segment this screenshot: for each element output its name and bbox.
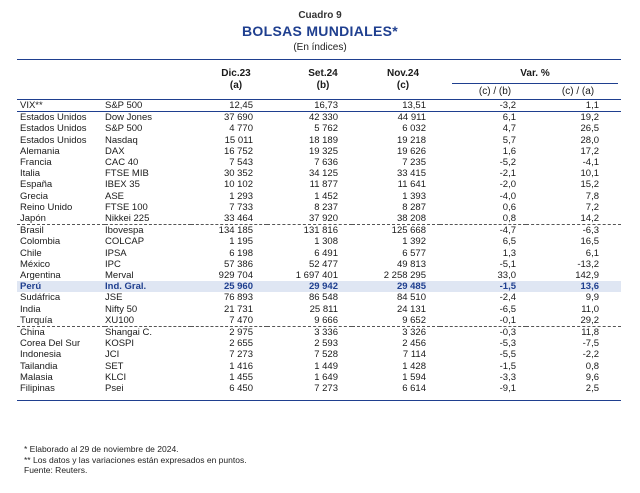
row-set: 5 762 (314, 123, 338, 135)
row-nov: 1 393 (402, 190, 426, 202)
table-row (17, 135, 621, 146)
row-nov: 2 456 (402, 338, 426, 350)
row-var-ca: 7,8 (585, 190, 599, 202)
col-header-cb: (c) / (b) (478, 86, 512, 97)
row-nov: 84 510 (396, 292, 426, 304)
table-bottom-rule (17, 400, 621, 401)
row-var-ca: 10,1 (580, 168, 599, 180)
row-nov: 13,51 (352, 100, 440, 112)
row-var-ca: 9,9 (585, 292, 599, 304)
row-country: Chile (20, 247, 42, 259)
row-dic: 1 293 (229, 190, 253, 202)
row-index: S&P 500 (105, 100, 191, 112)
table-row (17, 225, 621, 237)
row-index: Nifty 50 (105, 303, 138, 315)
row-dic: 33 464 (223, 213, 253, 225)
row-country: Alemania (20, 145, 60, 157)
stock-indices-table (17, 100, 621, 394)
row-var-cb: -2,4 (499, 292, 516, 304)
row-index: Merval (105, 270, 134, 282)
table-row (17, 315, 621, 327)
row-index: Dow Jones (105, 112, 152, 124)
table-row (17, 270, 621, 281)
row-var-ca: 7,2 (585, 201, 599, 213)
row-var-ca: -4,1 (582, 157, 599, 169)
row-nov: 29 485 (352, 281, 440, 292)
row-country: Brasil (17, 225, 105, 237)
row-var-cb: -6,5 (499, 303, 516, 315)
col-header-dic-sub: (a) (229, 80, 243, 91)
col-header-ca: (c) / (a) (561, 86, 595, 97)
row-nov: 49 813 (396, 258, 426, 270)
row-set: 25 811 (309, 303, 338, 315)
col-header-var: Var. % (520, 68, 550, 79)
row-var-cb: 33,0 (497, 270, 516, 282)
row-set: 1 308 (314, 236, 338, 248)
top-rule (17, 59, 621, 60)
row-index: IPC (105, 258, 121, 270)
row-dic: 57 386 (223, 258, 253, 270)
row-var-cb: -5,3 (499, 338, 516, 350)
row-nov: 6 577 (402, 247, 426, 259)
row-var-cb: 1,6 (502, 145, 516, 157)
row-set: 16,73 (267, 100, 352, 112)
row-var-ca: 0,8 (585, 360, 599, 372)
row-var-ca: 26,5 (580, 123, 599, 135)
row-index: IBEX 35 (105, 179, 140, 191)
row-set: 34 125 (308, 168, 338, 180)
row-var-cb: -1,5 (440, 281, 526, 292)
row-index: Shangai C. (105, 327, 191, 339)
row-dic: 6 450 (229, 383, 253, 395)
row-dic: 30 352 (223, 168, 253, 180)
row-dic: 25 960 (191, 281, 267, 292)
row-var-cb: 1,3 (502, 247, 516, 259)
row-var-ca: -7,5 (582, 338, 599, 350)
row-nov: 24 131 (396, 303, 426, 315)
row-set: 1 449 (314, 360, 338, 372)
row-index: S&P 500 (105, 123, 143, 135)
row-nov: 8 287 (402, 201, 426, 213)
col-header-nov-sub: (c) (396, 80, 410, 91)
row-nov: 6 614 (402, 383, 426, 395)
row-var-cb: -3,3 (499, 371, 516, 383)
row-index: Psei (105, 383, 124, 395)
row-var-cb: 6,5 (502, 236, 516, 248)
row-country: Grecia (20, 190, 48, 202)
table-row (17, 191, 621, 202)
row-set: 131 816 (267, 225, 352, 237)
row-var-cb: 0,8 (502, 213, 516, 225)
row-dic: 2 975 (191, 327, 267, 339)
table-row (17, 361, 621, 372)
row-country: Corea Del Sur (20, 338, 81, 350)
row-dic: 6 198 (229, 247, 253, 259)
table-row (17, 168, 621, 179)
row-var-ca: 19,2 (580, 112, 599, 124)
row-index: COLCAP (105, 236, 145, 248)
table-row (17, 372, 621, 383)
row-nov: 1 392 (402, 236, 426, 248)
table-row (17, 100, 621, 112)
row-country: Japón (20, 213, 46, 225)
row-index: Nikkei 225 (105, 213, 150, 225)
table-row (17, 213, 621, 225)
table-row (17, 202, 621, 213)
row-country: India (20, 303, 41, 315)
row-var-ca: -2,2 (582, 349, 599, 361)
row-index: ASE (105, 190, 125, 202)
row-var-ca: 9,6 (585, 371, 599, 383)
row-var-ca: 29,2 (580, 314, 599, 326)
row-nov: 33 415 (396, 168, 426, 180)
row-dic: 134 185 (191, 225, 267, 237)
row-country: Estados Unidos (20, 134, 87, 146)
row-index: IPSA (105, 247, 127, 259)
row-set: 18 189 (308, 134, 338, 146)
row-var-cb: -2,1 (499, 168, 516, 180)
row-var-cb: -0,3 (440, 327, 526, 339)
row-dic: 21 731 (223, 303, 253, 315)
table-row (17, 123, 621, 134)
row-nov: 1 428 (402, 360, 426, 372)
row-country: México (20, 258, 51, 270)
table-row (17, 248, 621, 259)
row-dic: 12,45 (191, 100, 267, 112)
table-row (17, 146, 621, 157)
row-set: 7 273 (314, 383, 338, 395)
row-var-cb: -5,2 (499, 157, 516, 169)
row-var-cb: -1,5 (499, 360, 516, 372)
row-nov: 1 594 (402, 371, 426, 383)
col-header-set-label: Set.24 (308, 68, 338, 79)
row-dic: 2 655 (229, 338, 253, 350)
row-set: 2 593 (314, 338, 338, 350)
row-var-cb: -4,0 (499, 190, 516, 202)
row-country: Filipinas (20, 383, 55, 395)
row-var-cb: -2,0 (499, 179, 516, 191)
row-set: 7 528 (314, 349, 338, 361)
row-index: FTSE 100 (105, 201, 148, 213)
row-dic: 16 752 (223, 145, 253, 157)
row-country: China (17, 327, 105, 339)
row-index: KLCI (105, 371, 127, 383)
row-index: XU100 (105, 314, 135, 326)
row-dic: 7 273 (229, 349, 253, 361)
row-dic: 10 102 (223, 179, 253, 191)
table-row (17, 338, 621, 349)
row-country: Estados Unidos (20, 123, 87, 135)
table-number: Cuadro 9 (298, 10, 342, 21)
row-index: Ibovespa (105, 225, 191, 237)
table-title: BOLSAS MUNDIALES* (242, 23, 398, 39)
row-var-cb: -0,1 (499, 314, 516, 326)
col-header-set-sub: (b) (316, 80, 330, 91)
row-dic: 1 455 (229, 371, 253, 383)
row-var-ca: 2,5 (585, 383, 599, 395)
row-set: 1 649 (314, 371, 338, 383)
row-set: 1 452 (314, 190, 338, 202)
row-var-cb: -4,7 (440, 225, 526, 237)
row-country: Italia (20, 168, 41, 180)
row-set: 19 325 (308, 145, 338, 157)
row-set: 52 477 (308, 258, 338, 270)
row-var-cb: 5,7 (502, 134, 516, 146)
row-country: Malasia (20, 371, 53, 383)
note-3: Fuente: Reuters. (24, 465, 88, 475)
row-country: Indonesia (20, 349, 62, 361)
row-dic: 1 416 (229, 360, 253, 372)
row-set: 11 877 (309, 179, 338, 191)
row-var-cb: -5,1 (499, 258, 516, 270)
row-index: Ind. Gral. (105, 281, 191, 292)
table-row (17, 383, 621, 394)
row-index: JSE (105, 292, 123, 304)
row-index: SET (105, 360, 124, 372)
row-index: Nasdaq (105, 134, 138, 146)
row-var-ca: 17,2 (580, 145, 599, 157)
row-set: 7 636 (314, 157, 338, 169)
row-var-ca: -6,3 (526, 225, 621, 237)
note-1: * Elaborado al 29 de noviembre de 2024. (24, 444, 179, 454)
row-index: FTSE MIB (105, 168, 149, 180)
row-country: Sudáfrica (20, 292, 61, 304)
row-var-cb: -9,1 (499, 383, 516, 395)
row-var-cb: 6,1 (502, 112, 516, 124)
table-row (17, 259, 621, 270)
row-set: 42 330 (308, 112, 338, 124)
row-var-ca: 28,0 (580, 134, 599, 146)
row-var-cb: -5,5 (499, 349, 516, 361)
row-country: España (20, 179, 53, 191)
table-notes (24, 444, 247, 476)
row-var-ca: 11,0 (581, 303, 599, 315)
col-header-nov (363, 68, 443, 92)
row-var-ca: 6,1 (585, 247, 599, 259)
row-set: 9 666 (314, 314, 338, 326)
row-dic: 37 690 (223, 112, 253, 124)
row-country: Colombia (20, 236, 61, 248)
row-set: 6 491 (314, 247, 338, 259)
col-header-nov-label: Nov.24 (386, 68, 420, 79)
row-set: 37 920 (308, 213, 338, 225)
row-set: 3 336 (267, 327, 352, 339)
row-index: CAC 40 (105, 157, 139, 169)
table-row (17, 179, 621, 190)
row-country: Perú (17, 281, 105, 292)
row-country: Turquía (20, 314, 53, 326)
row-dic: 7 543 (229, 157, 253, 169)
row-var-ca: -13,2 (577, 258, 599, 270)
table-row (17, 112, 621, 124)
row-nov: 19 218 (396, 134, 426, 146)
row-country: Reino Unido (20, 201, 73, 213)
row-var-cb: 4,7 (502, 123, 516, 135)
table-row (17, 292, 621, 303)
var-header-rule (452, 83, 618, 84)
row-dic: 1 195 (229, 236, 253, 248)
row-set: 29 942 (267, 281, 352, 292)
row-var-ca: 1,1 (526, 100, 621, 112)
table-row (17, 304, 621, 315)
row-var-cb: -3,2 (440, 100, 526, 112)
row-var-ca: 142,9 (575, 270, 599, 282)
row-set: 8 237 (314, 201, 338, 213)
table-row (17, 157, 621, 168)
row-nov: 7 114 (402, 349, 426, 361)
note-2: ** Los datos y las variaciones están expresados en puntos. (24, 454, 247, 465)
row-set: 86 548 (308, 292, 338, 304)
row-country: VIX** (17, 100, 105, 112)
col-header-dic-label: Dic.23 (221, 68, 251, 79)
table-row (17, 349, 621, 360)
table-row (17, 281, 621, 292)
row-nov: 9 652 (402, 314, 426, 326)
row-var-cb: 0,6 (502, 201, 516, 213)
col-header-set (283, 68, 363, 92)
row-dic: 4 770 (229, 123, 253, 135)
row-dic: 76 893 (223, 292, 253, 304)
row-nov: 44 911 (397, 112, 426, 124)
row-index: JCI (105, 349, 120, 361)
row-country: Estados Unidos (20, 112, 87, 124)
row-nov: 125 668 (352, 225, 440, 237)
row-index: DAX (105, 145, 125, 157)
row-country: Francia (20, 157, 52, 169)
row-var-ca: 14,2 (580, 213, 599, 225)
row-index: KOSPI (105, 338, 135, 350)
row-country: Argentina (20, 270, 61, 282)
table-subtitle: (En índices) (293, 42, 347, 53)
row-nov: 6 032 (402, 123, 426, 135)
row-var-ca: 15,2 (580, 179, 599, 191)
row-set: 1 697 401 (295, 270, 338, 282)
row-var-ca: 16,5 (580, 236, 599, 248)
table-row (17, 327, 621, 339)
row-nov: 7 235 (402, 157, 426, 169)
row-dic: 7 733 (229, 201, 253, 213)
row-dic: 929 704 (218, 270, 253, 282)
row-nov: 19 626 (396, 145, 426, 157)
row-country: Tailandia (20, 360, 58, 372)
row-nov: 11 641 (397, 179, 426, 191)
row-var-ca: 11,8 (526, 327, 621, 339)
row-var-ca: 13,6 (526, 281, 621, 292)
row-nov: 38 208 (396, 213, 426, 225)
row-dic: 7 470 (229, 314, 253, 326)
table-row (17, 236, 621, 247)
row-nov: 3 326 (352, 327, 440, 339)
row-dic: 15 011 (224, 134, 253, 146)
col-header-dic (196, 68, 276, 92)
row-nov: 2 258 295 (383, 270, 426, 282)
